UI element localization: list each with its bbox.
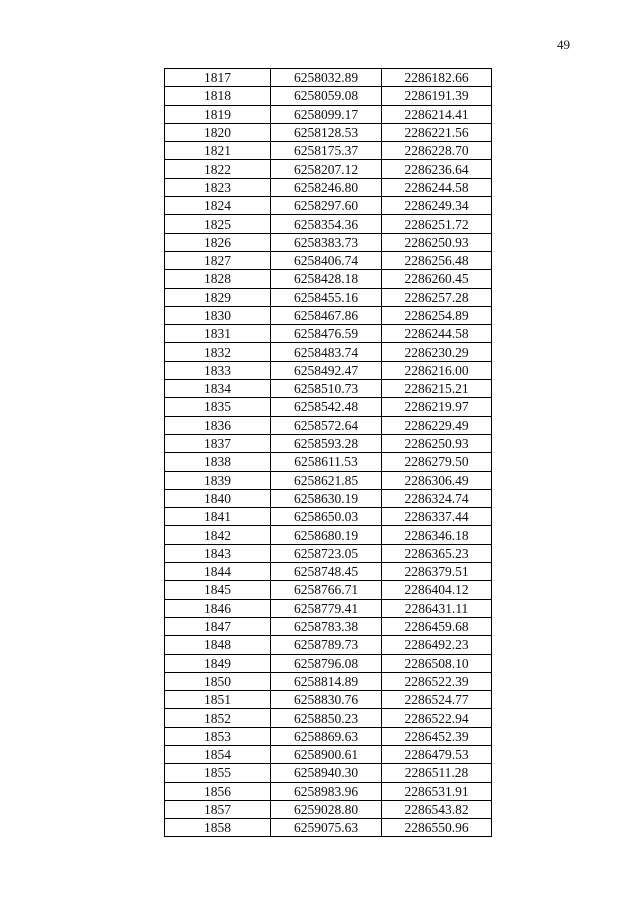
table-row <box>165 288 492 306</box>
x-coordinate-cell: 6258383.73 <box>271 233 382 251</box>
y-coordinate-cell: 2286379.51 <box>382 563 492 581</box>
y-coordinate-cell: 2286365.23 <box>382 544 492 562</box>
point-number-cell: 1846 <box>165 599 271 617</box>
y-coordinate-cell: 2286492.23 <box>382 636 492 654</box>
point-number-cell: 1832 <box>165 343 271 361</box>
point-number-cell: 1848 <box>165 636 271 654</box>
table-row <box>165 471 492 489</box>
point-number-cell: 1845 <box>165 581 271 599</box>
x-coordinate-cell: 6258869.63 <box>271 727 382 745</box>
point-number-cell: 1831 <box>165 325 271 343</box>
y-coordinate-cell: 2286550.96 <box>382 819 492 837</box>
y-coordinate-cell: 2286236.64 <box>382 160 492 178</box>
y-coordinate-cell: 2286230.29 <box>382 343 492 361</box>
y-coordinate-cell: 2286459.68 <box>382 617 492 635</box>
table-row <box>165 398 492 416</box>
y-coordinate-cell: 2286531.91 <box>382 782 492 800</box>
table-row <box>165 306 492 324</box>
table-row <box>165 380 492 398</box>
table-row <box>165 489 492 507</box>
x-coordinate-cell: 6259028.80 <box>271 800 382 818</box>
point-number-cell: 1857 <box>165 800 271 818</box>
x-coordinate-cell: 6258900.61 <box>271 745 382 763</box>
table-row <box>165 617 492 635</box>
y-coordinate-cell: 2286254.89 <box>382 306 492 324</box>
table-row <box>165 416 492 434</box>
table-row <box>165 453 492 471</box>
point-number-cell: 1839 <box>165 471 271 489</box>
table-row <box>165 325 492 343</box>
x-coordinate-cell: 6258723.05 <box>271 544 382 562</box>
point-number-cell: 1818 <box>165 87 271 105</box>
y-coordinate-cell: 2286522.94 <box>382 709 492 727</box>
x-coordinate-cell: 6258354.36 <box>271 215 382 233</box>
point-number-cell: 1828 <box>165 270 271 288</box>
point-number-cell: 1817 <box>165 69 271 87</box>
x-coordinate-cell: 6258099.17 <box>271 105 382 123</box>
point-number-cell: 1844 <box>165 563 271 581</box>
x-coordinate-cell: 6258796.08 <box>271 654 382 672</box>
point-number-cell: 1826 <box>165 233 271 251</box>
x-coordinate-cell: 6258572.64 <box>271 416 382 434</box>
coordinates-table <box>164 68 492 837</box>
x-coordinate-cell: 6258297.60 <box>271 197 382 215</box>
x-coordinate-cell: 6258492.47 <box>271 361 382 379</box>
table-row <box>165 782 492 800</box>
table-row <box>165 581 492 599</box>
table-row <box>165 819 492 837</box>
point-number-cell: 1829 <box>165 288 271 306</box>
table-row <box>165 563 492 581</box>
x-coordinate-cell: 6258059.08 <box>271 87 382 105</box>
y-coordinate-cell: 2286346.18 <box>382 526 492 544</box>
table-row <box>165 434 492 452</box>
point-number-cell: 1858 <box>165 819 271 837</box>
point-number-cell: 1853 <box>165 727 271 745</box>
y-coordinate-cell: 2286452.39 <box>382 727 492 745</box>
table-row <box>165 709 492 727</box>
y-coordinate-cell: 2286249.34 <box>382 197 492 215</box>
x-coordinate-cell: 6258611.53 <box>271 453 382 471</box>
x-coordinate-cell: 6258789.73 <box>271 636 382 654</box>
point-number-cell: 1824 <box>165 197 271 215</box>
point-number-cell: 1838 <box>165 453 271 471</box>
x-coordinate-cell: 6258175.37 <box>271 142 382 160</box>
x-coordinate-cell: 6258650.03 <box>271 508 382 526</box>
x-coordinate-cell: 6258630.19 <box>271 489 382 507</box>
y-coordinate-cell: 2286337.44 <box>382 508 492 526</box>
x-coordinate-cell: 6258940.30 <box>271 764 382 782</box>
table-row <box>165 764 492 782</box>
x-coordinate-cell: 6258246.80 <box>271 178 382 196</box>
x-coordinate-cell: 6258830.76 <box>271 691 382 709</box>
y-coordinate-cell: 2286244.58 <box>382 178 492 196</box>
x-coordinate-cell: 6258983.96 <box>271 782 382 800</box>
point-number-cell: 1819 <box>165 105 271 123</box>
point-number-cell: 1840 <box>165 489 271 507</box>
y-coordinate-cell: 2286250.93 <box>382 233 492 251</box>
x-coordinate-cell: 6258483.74 <box>271 343 382 361</box>
table-row <box>165 233 492 251</box>
y-coordinate-cell: 2286214.41 <box>382 105 492 123</box>
x-coordinate-cell: 6258783.38 <box>271 617 382 635</box>
y-coordinate-cell: 2286508.10 <box>382 654 492 672</box>
x-coordinate-cell: 6258476.59 <box>271 325 382 343</box>
y-coordinate-cell: 2286182.66 <box>382 69 492 87</box>
x-coordinate-cell: 6258467.86 <box>271 306 382 324</box>
table-row <box>165 361 492 379</box>
x-coordinate-cell: 6258510.73 <box>271 380 382 398</box>
x-coordinate-cell: 6258748.45 <box>271 563 382 581</box>
y-coordinate-cell: 2286216.00 <box>382 361 492 379</box>
x-coordinate-cell: 6258128.53 <box>271 123 382 141</box>
y-coordinate-cell: 2286522.39 <box>382 672 492 690</box>
point-number-cell: 1830 <box>165 306 271 324</box>
x-coordinate-cell: 6258766.71 <box>271 581 382 599</box>
point-number-cell: 1855 <box>165 764 271 782</box>
point-number-cell: 1854 <box>165 745 271 763</box>
y-coordinate-cell: 2286511.28 <box>382 764 492 782</box>
point-number-cell: 1851 <box>165 691 271 709</box>
y-coordinate-cell: 2286324.74 <box>382 489 492 507</box>
x-coordinate-cell: 6258455.16 <box>271 288 382 306</box>
y-coordinate-cell: 2286229.49 <box>382 416 492 434</box>
y-coordinate-cell: 2286260.45 <box>382 270 492 288</box>
point-number-cell: 1837 <box>165 434 271 452</box>
y-coordinate-cell: 2286256.48 <box>382 251 492 269</box>
x-coordinate-cell: 6258406.74 <box>271 251 382 269</box>
table-row <box>165 343 492 361</box>
y-coordinate-cell: 2286306.49 <box>382 471 492 489</box>
point-number-cell: 1827 <box>165 251 271 269</box>
point-number-cell: 1821 <box>165 142 271 160</box>
y-coordinate-cell: 2286244.58 <box>382 325 492 343</box>
table-row <box>165 745 492 763</box>
y-coordinate-cell: 2286257.28 <box>382 288 492 306</box>
table-row <box>165 270 492 288</box>
y-coordinate-cell: 2286524.77 <box>382 691 492 709</box>
table-row <box>165 599 492 617</box>
point-number-cell: 1849 <box>165 654 271 672</box>
point-number-cell: 1841 <box>165 508 271 526</box>
y-coordinate-cell: 2286404.12 <box>382 581 492 599</box>
point-number-cell: 1834 <box>165 380 271 398</box>
table-row <box>165 800 492 818</box>
table-row <box>165 727 492 745</box>
table-row <box>165 691 492 709</box>
x-coordinate-cell: 6258542.48 <box>271 398 382 416</box>
y-coordinate-cell: 2286543.82 <box>382 800 492 818</box>
table-row <box>165 87 492 105</box>
y-coordinate-cell: 2286191.39 <box>382 87 492 105</box>
point-number-cell: 1822 <box>165 160 271 178</box>
x-coordinate-cell: 6258621.85 <box>271 471 382 489</box>
x-coordinate-cell: 6258593.28 <box>271 434 382 452</box>
point-number-cell: 1823 <box>165 178 271 196</box>
table-row <box>165 526 492 544</box>
y-coordinate-cell: 2286279.50 <box>382 453 492 471</box>
y-coordinate-cell: 2286228.70 <box>382 142 492 160</box>
point-number-cell: 1856 <box>165 782 271 800</box>
y-coordinate-cell: 2286431.11 <box>382 599 492 617</box>
y-coordinate-cell: 2286251.72 <box>382 215 492 233</box>
point-number-cell: 1843 <box>165 544 271 562</box>
x-coordinate-cell: 6258428.18 <box>271 270 382 288</box>
table-row <box>165 178 492 196</box>
x-coordinate-cell: 6258207.12 <box>271 160 382 178</box>
point-number-cell: 1835 <box>165 398 271 416</box>
y-coordinate-cell: 2286479.53 <box>382 745 492 763</box>
y-coordinate-cell: 2286250.93 <box>382 434 492 452</box>
y-coordinate-cell: 2286221.56 <box>382 123 492 141</box>
table-row <box>165 105 492 123</box>
table-row <box>165 672 492 690</box>
coordinates-table-body <box>165 69 492 837</box>
point-number-cell: 1833 <box>165 361 271 379</box>
point-number-cell: 1850 <box>165 672 271 690</box>
point-number-cell: 1836 <box>165 416 271 434</box>
table-row <box>165 215 492 233</box>
table-row <box>165 197 492 215</box>
x-coordinate-cell: 6259075.63 <box>271 819 382 837</box>
table-row <box>165 142 492 160</box>
table-row <box>165 636 492 654</box>
table-row <box>165 544 492 562</box>
x-coordinate-cell: 6258779.41 <box>271 599 382 617</box>
table-row <box>165 251 492 269</box>
table-row <box>165 508 492 526</box>
table-row <box>165 69 492 87</box>
x-coordinate-cell: 6258850.23 <box>271 709 382 727</box>
page-number: 49 <box>557 37 570 52</box>
table-row <box>165 123 492 141</box>
point-number-cell: 1842 <box>165 526 271 544</box>
table-row <box>165 160 492 178</box>
x-coordinate-cell: 6258814.89 <box>271 672 382 690</box>
x-coordinate-cell: 6258680.19 <box>271 526 382 544</box>
point-number-cell: 1820 <box>165 123 271 141</box>
point-number-cell: 1847 <box>165 617 271 635</box>
point-number-cell: 1852 <box>165 709 271 727</box>
y-coordinate-cell: 2286215.21 <box>382 380 492 398</box>
point-number-cell: 1825 <box>165 215 271 233</box>
y-coordinate-cell: 2286219.97 <box>382 398 492 416</box>
table-row <box>165 654 492 672</box>
x-coordinate-cell: 6258032.89 <box>271 69 382 87</box>
